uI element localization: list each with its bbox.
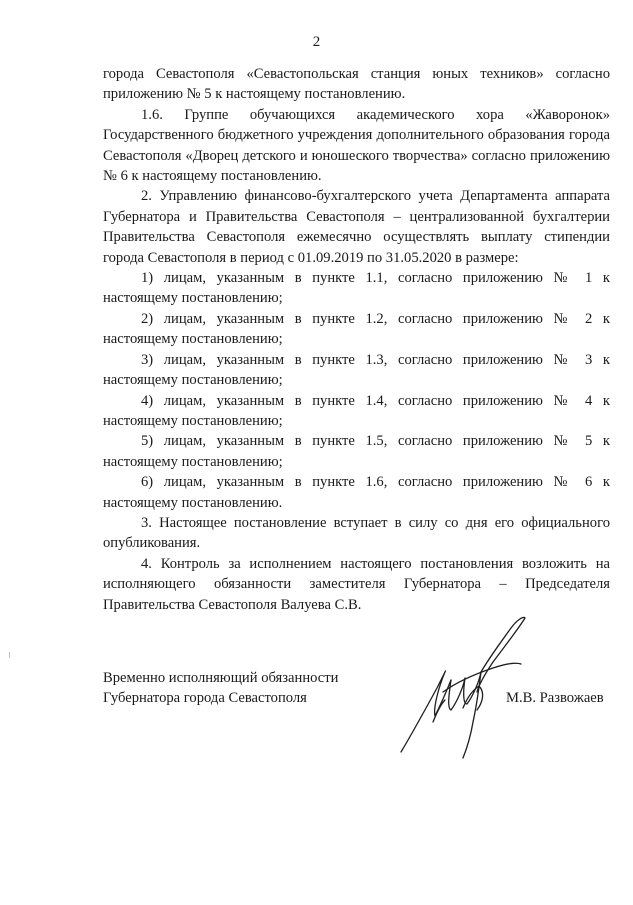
paragraph-continuation: города Севастополя «Севастопольская станция юных техников» согласно приложению № 5 к настоящему постановлению. <box>103 66 610 103</box>
paragraph-1-6: 1.6. Группе обучающихся академического хора «Жаворонок» Государственного бюджетного учреждения дополнительного образования города Севастополя «Дворец детского и юношеского творчества» согласно приложению № 6 к настоящему постановлению. <box>103 106 610 185</box>
signatory-title <box>103 668 338 709</box>
paragraph-3: 3. Настоящее постановление вступает в силу со дня его официального опубликования. <box>103 514 610 552</box>
list-item-1: 1) лицам, указанным в пункте 1.1, согласно приложению № 1 к настоящему постановлению; <box>103 270 610 307</box>
list-item-4: 4) лицам, указанным в пункте 1.4, согласно приложению № 4 к настоящему постановлению; <box>103 392 610 429</box>
signatory-title-line1: Временно исполняющий обязанности <box>103 670 339 686</box>
list-item-3: 3) лицам, указанным в пункте 1.3, согласно приложению № 3 к настоящему постановлению; <box>103 351 610 389</box>
list-item-5: 5) лицам, указанным в пункте 1.5, согласно приложению № 5 к настоящему постановлению; <box>103 433 610 470</box>
paragraph-2: 2. Управлению финансово-бухгалтерского учета Департамента аппарата Губернатора и Правительства Севастополя – централизованной бухгалтерии Правительства Севастополя ежемесячно осуществлять выплату стипендии города Севастополя в период с 01.09.2019 по 31.05.2020 в размере: <box>103 188 610 266</box>
signatory-name: М.В. Развожаев <box>506 690 604 707</box>
list-item-2: 2) лицам, указанным в пункте 1.2, согласно приложению № 2 к настоящему постановлению; <box>103 310 610 348</box>
scan-mark <box>9 652 10 658</box>
signatory-title-line2: Губернатора города Севастополя <box>103 690 307 707</box>
document-body <box>103 64 610 615</box>
page-number: 2 <box>312 34 321 50</box>
paragraph-4: 4. Контроль за исполнением настоящего постановления возложить на исполняющего обязанности заместителя Губернатора – Председателя Правительства Севастополя Валуева С.В. <box>103 555 610 613</box>
list-item-6: 6) лицам, указанным в пункте 1.6, согласно приложению № 6 к настоящему постановлению. <box>103 474 610 511</box>
signature-block <box>103 668 610 728</box>
